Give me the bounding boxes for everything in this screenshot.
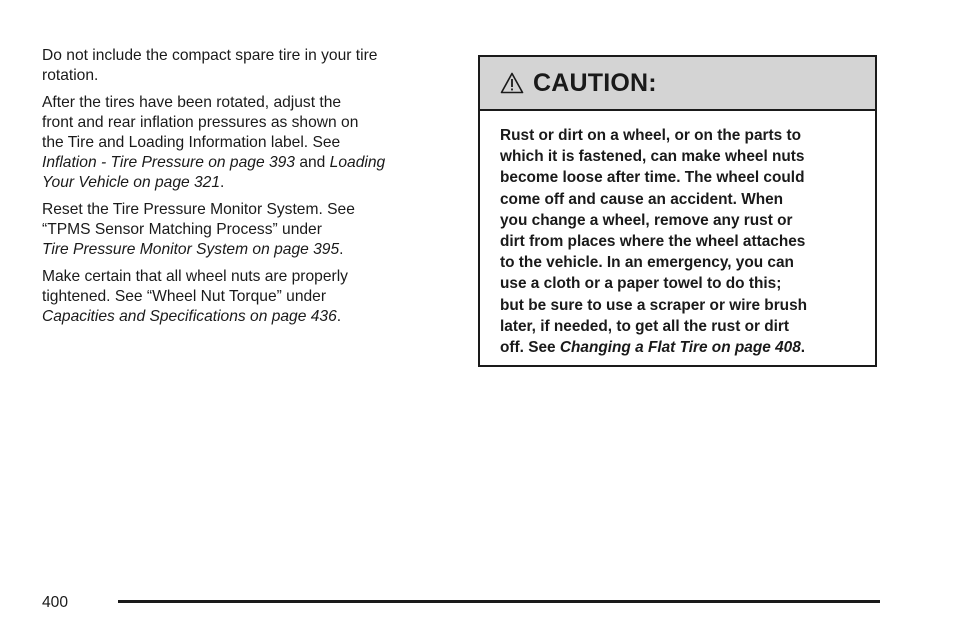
page-number: 400 (42, 594, 69, 611)
caution-line: use a cloth or a paper towel to do this; (500, 275, 782, 293)
text-period: . (800, 339, 806, 357)
caution-line (500, 337, 865, 358)
text-line: front and rear inflation pressures as shown on (42, 114, 359, 131)
text-line (42, 240, 447, 260)
caution-line: to the vehicle. In an emergency, you can (500, 254, 794, 272)
text-line: rotation. (42, 67, 99, 84)
caution-line: Rust or dirt on a wheel, or on the parts to (500, 127, 801, 144)
caution-line: come off and cause an accident. When (500, 190, 784, 208)
caution-last-prefix: off. See (500, 339, 560, 357)
link-loading-vehicle-part2[interactable]: Your Vehicle on page 321 (42, 174, 221, 191)
warning-triangle-icon (500, 72, 524, 94)
link-tire-pressure-monitor[interactable]: Tire Pressure Monitor System on page 395 (42, 241, 340, 258)
text-line (42, 153, 447, 173)
text-line (42, 307, 447, 327)
caution-line: dirt from places where the wheel attaches (500, 233, 806, 251)
link-loading-vehicle-part1[interactable]: Loading (329, 154, 386, 171)
caution-title: CAUTION: (533, 68, 657, 97)
caution-line: but be sure to use a scraper or wire brush (500, 296, 808, 314)
caution-body (480, 111, 875, 358)
paragraph-wheel-nuts (42, 267, 447, 327)
caution-line: become loose after time. The wheel could (500, 169, 805, 187)
caution-line: which it is fastened, can make wheel nuts (500, 148, 805, 166)
text-line (42, 173, 447, 193)
caution-box (478, 55, 877, 367)
text-line: “TPMS Sensor Matching Process” under (42, 221, 322, 238)
paragraph-spare-tire (42, 46, 447, 86)
text-line: the Tire and Loading Information label. See (42, 134, 341, 151)
text-line: tightened. See “Wheel Nut Torque” under (42, 288, 327, 305)
paragraph-reset-tpms (42, 200, 447, 260)
link-changing-flat-tire[interactable]: Changing a Flat Tire on page 408 (559, 339, 801, 357)
text-line: Reset the Tire Pressure Monitor System. See (42, 201, 355, 218)
caution-line: you change a wheel, remove any rust or (500, 211, 793, 229)
paragraph-adjust-pressure (42, 93, 447, 193)
text-line: Make certain that all wheel nuts are properly (42, 268, 348, 285)
text-and: and (294, 154, 330, 171)
left-column (42, 46, 447, 334)
text-period: . (220, 174, 225, 191)
caution-header (480, 57, 875, 111)
caution-line: later, if needed, to get all the rust or dirt (500, 317, 790, 335)
text-period: . (339, 241, 344, 258)
link-capacities-specifications[interactable]: Capacities and Specifications on page 436 (42, 308, 337, 325)
text-line: Do not include the compact spare tire in your tire (42, 47, 378, 64)
text-line: After the tires have been rotated, adjust the (42, 94, 342, 111)
link-inflation-tire-pressure[interactable]: Inflation - Tire Pressure on page 393 (42, 154, 295, 171)
footer-divider (118, 600, 880, 603)
text-period: . (336, 308, 342, 325)
